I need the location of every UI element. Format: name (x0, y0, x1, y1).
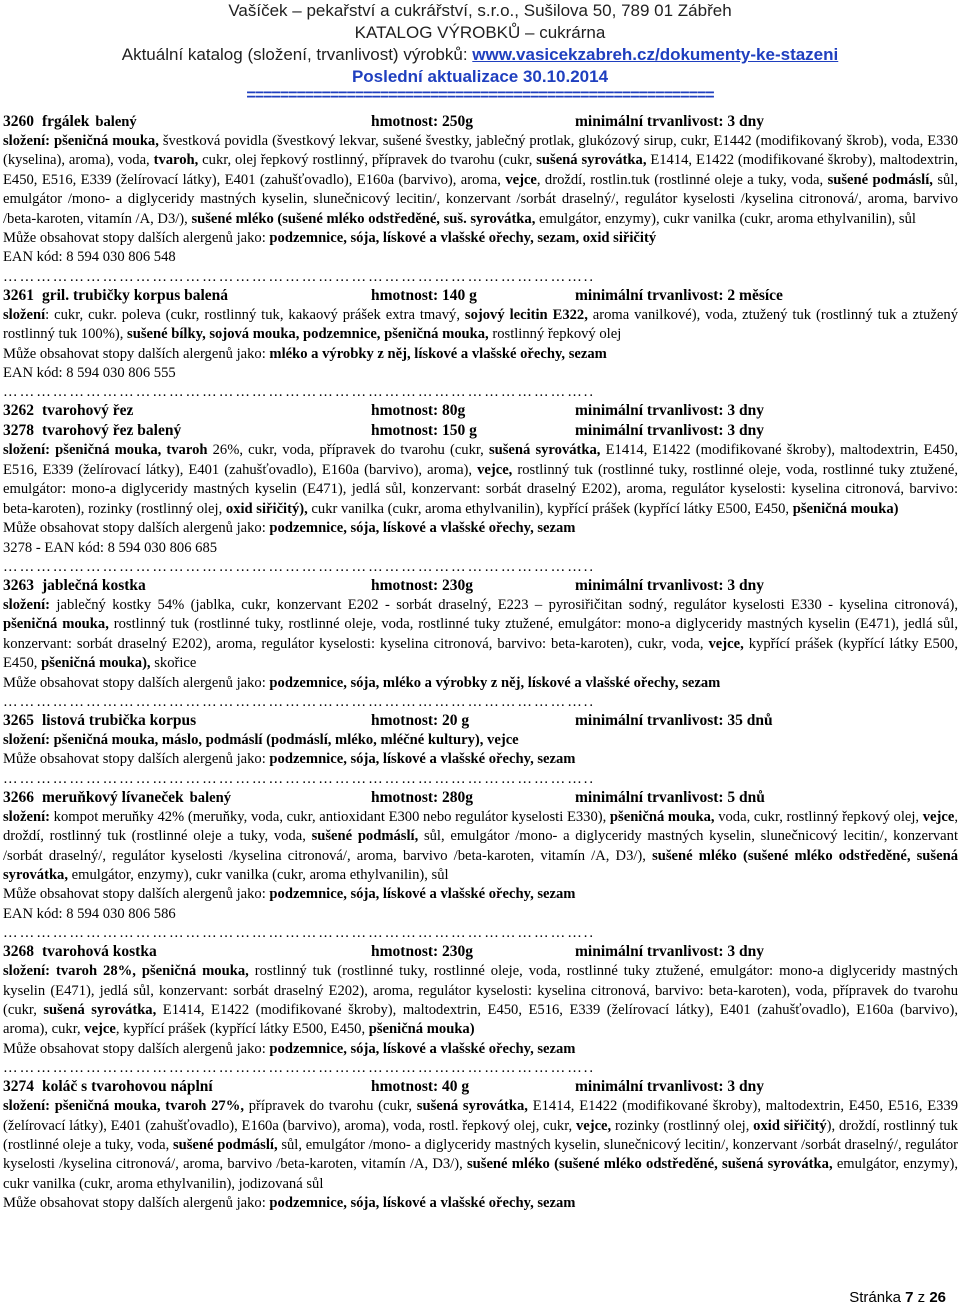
allergen-prefix: Může obsahovat stopy dalších alergenů jako: (3, 751, 270, 768)
allergen-list: podzemnice, sója, lískové a vlašské ořechy, sezam (269, 1040, 576, 1057)
product-label: meruňkový lívaneček (42, 788, 184, 806)
product-composition: složení: pšeničná mouka, tvaroh 26%, cukr, voda, přípravek do tvarohu (cukr, sušená syrovátka, E1414, E1422 (modifikované škroby), maltodextrin, E450, E516, E339 (želírovací látky), E401 (zahušťovadlo), E160a (barvivo), aroma), vejce, rostlinný tuk (rostlinné tuky, rostlinné oleje, voda, rostlinné tuky ztužené, emulgátor: mono-a diglyceridy mastných kyselin (E471), jedlá sůl, konzervant: sorbát draselný E202), aroma, regulátor kyselosti: kyselina citronová, barvivo: beta-karoten), rozinky (rostlinný olej, oxid siřičitý), cukr vanilka (cukr, aroma ethylvanilin), kypřící prášek (kypřící látky E500, E450, pšeničná mouka) (3, 442, 958, 517)
product-weight: hmotnost: 230g (371, 943, 474, 961)
allergen-list: podzemnice, sója, lískové a vlašské ořechy, sezam, oxid siřičitý (269, 230, 657, 247)
product-name (3, 576, 146, 595)
catalog-title: KATALOG VÝROBKŮ – cukrárna (354, 23, 606, 42)
product-name (3, 711, 196, 730)
allergen-prefix: Může obsahovat stopy dalších alergenů jako: (3, 674, 270, 691)
product-weight: hmotnost: 80g (371, 402, 466, 420)
entry-separator: …………………………………………………………………………………………….. (3, 558, 596, 575)
page-number (849, 1289, 946, 1306)
allergen-note (3, 1040, 958, 1059)
entry-separator: …………………………………………………………………………………………….. (3, 770, 596, 787)
allergen-prefix: Může obsahovat stopy dalších alergenů jako: (3, 1195, 270, 1212)
product-weight: hmotnost: 20 g (371, 711, 470, 729)
product-title-row (3, 286, 958, 306)
product-name (3, 112, 137, 132)
product-entry (3, 286, 958, 384)
product-number: 3278 (3, 422, 34, 440)
product-composition: složení: pšeničná mouka, tvaroh 27%, přípravek do tvarohu (cukr, sušená syrovátka, E1414, E1422 (modifikované škroby), maltodextrin, E450, E516, E339 (želírovací látky), E401 (zahušťovadlo), E160a (barvivo), aroma), voda, rostl. řepkový olej, cukr, vejce, rozinky (rostlinný olej, oxid siřičitý), droždí, rostlinný tuk (rostlinné oleje a tuky, voda, sušené podmáslí, sůl, emulgátor /mono- a diglyceridy mastných kyselin, slunečnicový lecitin/, konzervant /sorbát draselný/, regulátor kyselosti /kyselina citronová/, aroma, barvivo /beta-karoten, vitamín /A, D3/), sušené mléko (sušené mléko odstředěné, sušená syrovátka, emulgátor, enzymy), cukr vanilka (cukr, aroma ethylvanilin), jodizovaná sůl (3, 1098, 959, 1192)
product-name (3, 421, 181, 440)
ean-code: 3278 - EAN kód: 8 594 030 806 685 (3, 539, 218, 556)
catalog-link-label: Aktuální katalog (složení, trvanlivost) výrobků: (121, 45, 473, 64)
page-total: 26 (929, 1289, 946, 1306)
product-entry (3, 942, 958, 1059)
product-composition: složení: tvaroh 28%, pšeničná mouka, rostlinný tuk (rostlinné tuky, rostlinné oleje, voda, rostlinné tuky ztužené, emulgátor: mono-a diglyceridy mastných kyselin (E471), jedlá sůl, konzervant: sorbát draselný E202), aroma, regulátor kyselosti: kyselina citronová, barvivo: beta-karoten), voda, přípravek do tvarohu (cukr, sušená syrovátka, E1414, E1422 (modifikované škroby), maltodextrin, E450, E516, E339 (želírovací látky), E401 (zahušťovadlo), E160a (barvivo), aroma), cukr, vejce, kypřící prášek (kypřící látky E500, E450, pšeničná mouka) (3, 963, 958, 1038)
allergen-list: podzemnice, sója, mléko a výrobky z něj, lískové a vlašské ořechy, sezam (269, 674, 721, 691)
product-shelf-life: minimální trvanlivost: 3 dny (575, 1078, 765, 1096)
product-shelf-life: minimální trvanlivost: 5 dnů (575, 788, 765, 806)
product-weight: hmotnost: 280g (371, 788, 474, 806)
page-number-prefix: Stránka (849, 1289, 906, 1306)
allergen-note (3, 674, 958, 693)
allergen-list: podzemnice, sója, lískové a vlašské ořechy, sezam (269, 886, 576, 903)
product-composition: složení: pšeničná mouka, švestková povidla (švestkový lekvar, sušené švestky, jablečný protlak, glukózový sirup, cukr, E1442 (modifikovaný škrob), voda, E330 (kyselina), aroma), voda, tvaroh, cukr, olej řepkový rostlinný, přípravek do tvarohu (cukr, sušená syrovátka, E1414, E1422 (modifikované škroby), maltodextrin, E450, E516, E339 (želírovací látky), E401 (zahušťovadlo), E160a (barvivo), aroma, vejce, droždí, rostlin.tuk (rostlinné oleje a tuky, voda, sušené podmáslí, sůl, emulgátor /mono- a diglyceridy mastných kyselin, slunečnicový lecitin/, konzervant /sorbát draselný/, regulátor kyselosti /kyselina citronová/, aroma, barvivo /beta-karoten, vitamín /A, D3/), sušené mléko (sušené mléko odstředěné, suš. syrovátka, emulgátor, enzymy), cukr vanilka (cukr, aroma ethylvanilin), sůl (3, 133, 959, 227)
product-shelf-life: minimální trvanlivost: 3 dny (575, 113, 765, 130)
product-shelf-life: minimální trvanlivost: 35 dnů (575, 711, 773, 729)
catalog-link[interactable]: www.vasicekzabreh.cz/dokumenty-ke-stazeni (472, 45, 839, 64)
allergen-note (3, 750, 958, 769)
product-number: 3260 (3, 113, 34, 130)
ean-code: EAN kód: 8 594 030 806 586 (3, 905, 176, 922)
product-shelf-life: minimální trvanlivost: 3 dny (575, 402, 765, 420)
allergen-note (3, 885, 958, 904)
allergen-prefix: Může obsahovat stopy dalších alergenů jako: (3, 886, 270, 903)
product-list (3, 112, 958, 1214)
entry-separator: …………………………………………………………………………………………….. (3, 925, 596, 942)
product-entry (3, 711, 958, 770)
allergen-prefix: Může obsahovat stopy dalších alergenů jako: (3, 345, 270, 362)
company-line: Vašíček – pekařství a cukrářství, s.r.o., Sušilova 50, 789 01 Zábřeh (228, 1, 732, 20)
allergen-note (3, 1194, 958, 1213)
product-name (3, 286, 228, 305)
product-weight: hmotnost: 150 g (371, 422, 477, 440)
product-label: listová trubička korpus (42, 711, 197, 729)
product-name (3, 1077, 213, 1096)
header-rule: ======================================================== (246, 88, 714, 104)
product-entry (3, 112, 958, 268)
product-title-row (3, 711, 958, 731)
document-header (0, 0, 960, 104)
product-title-row (3, 942, 958, 962)
product-entry (3, 1077, 958, 1213)
product-composition: složení: pšeničná mouka, máslo, podmáslí (podmáslí, mléko, mléčné kultury), vejce (3, 731, 519, 748)
product-weight: hmotnost: 250g (371, 113, 474, 130)
product-number: 3265 (3, 711, 34, 729)
product-weight: hmotnost: 140 g (371, 286, 477, 304)
product-title-row (3, 401, 958, 421)
product-number: 3274 (3, 1078, 34, 1096)
product-packaging: balený (189, 789, 232, 806)
product-label: gril. trubičky korpus balená (42, 286, 229, 304)
allergen-list: podzemnice, sója, lískové a vlašské ořechy, sezam (269, 1195, 576, 1212)
page-number-middle: z (913, 1289, 930, 1306)
product-shelf-life: minimální trvanlivost: 3 dny (575, 576, 765, 594)
product-number: 3266 (3, 788, 34, 806)
allergen-list: mléko a výrobky z něj, lískové a vlašské ořechy, sezam (269, 345, 607, 362)
product-number: 3261 (3, 286, 34, 304)
product-composition: složení: jablečný kostky 54% (jablka, cukr, konzervant E202 - sorbát draselný, E223 – pyrosiřičitan sodný, regulátor kyselosti E330 - kyselina citronová), pšeničná mouka, rostlinný tuk (rostlinné tuky, rostlinné oleje, voda, rostlinné tuky ztužené, emulgátor: mono-a diglyceridy mastných kyselin (E471), jedlá sůl, konzervant: sorbát draselný E202), aroma, regulátor kyselosti: kyselina citronová, barvivo: beta-karoten), cukr, voda, vejce, kypřící prášek (kypřící látky E500, E450, pšeničná mouka), skořice (3, 596, 959, 672)
product-title-row (3, 576, 958, 596)
product-shelf-life: minimální trvanlivost: 3 dny (575, 422, 765, 440)
last-update: Poslední aktualizace 30.10.2014 (351, 67, 609, 86)
allergen-note (3, 345, 958, 364)
product-weight: hmotnost: 230g (371, 576, 474, 594)
allergen-note (3, 229, 958, 248)
product-name (3, 942, 157, 961)
entry-separator: …………………………………………………………………………………………….. (3, 268, 596, 285)
product-name (3, 401, 133, 420)
product-weight: hmotnost: 40 g (371, 1078, 470, 1096)
product-label: frgálek (42, 113, 90, 130)
product-title-row (3, 788, 958, 808)
product-label: koláč s tvarohovou náplní (42, 1078, 213, 1096)
product-number: 3263 (3, 576, 34, 594)
product-number: 3262 (3, 402, 34, 420)
entry-separator: …………………………………………………………………………………………….. (3, 384, 596, 401)
allergen-note (3, 519, 958, 538)
product-label: tvarohový řez balený (42, 422, 182, 440)
product-name (3, 788, 231, 808)
product-label: tvarohová kostka (42, 943, 157, 961)
product-title-row (3, 112, 958, 132)
product-entry (3, 788, 958, 924)
allergen-list: podzemnice, sója, lískové a vlašské ořechy, sezam (269, 751, 576, 768)
product-composition: složení: kompot meruňky 42% (meruňky, voda, cukr, antioxidant E300 nebo regulátor kyselosti E330), pšeničná mouka, voda, cukr, rostlinný řepkový olej, vejce, droždí, rostlinný tuk (rostlinné oleje a tuky, voda, sušené podmáslí, sůl, emulgátor /mono- a diglyceridy mastných kyselin, slunečnicový lecitin/, konzervant /sorbát draselný/, regulátor kyselosti /kyselina citronová/, aroma, barvivo /beta-karoten, vitamín /A, D3/), sušené mléko (sušené mléko odstředěné, sušená syrovátka, emulgátor, enzymy), cukr vanilka (cukr, aroma ethylvanilin), sůl (3, 808, 959, 883)
entry-separator: …………………………………………………………………………………………….. (3, 693, 596, 710)
allergen-prefix: Může obsahovat stopy dalších alergenů jako: (3, 1040, 270, 1057)
ean-code: EAN kód: 8 594 030 806 548 (3, 249, 176, 266)
allergen-prefix: Může obsahovat stopy dalších alergenů jako: (3, 230, 270, 247)
product-composition: složení: cukr, cukr. poleva (cukr, rostlinný tuk, kakaový prášek extra tmavý, sojový lecitin E322, aroma vanilkové), voda, ztužený tuk (rostlinný tuk a ztužený rostlinný tuk 100%), sušené bílky, sojová mouka, podzemnice, pšeničná mouka, rostlinný řepkový olej (3, 306, 959, 343)
product-label: tvarohový řez (42, 402, 134, 420)
ean-code: EAN kód: 8 594 030 806 555 (3, 365, 176, 382)
entry-separator: …………………………………………………………………………………………….. (3, 1060, 596, 1077)
page-current: 7 (905, 1289, 914, 1306)
allergen-prefix: Může obsahovat stopy dalších alergenů jako: (3, 520, 270, 537)
allergen-list: podzemnice, sója, lískové a vlašské ořechy, sezam (269, 520, 576, 537)
product-packaging: balený (95, 114, 137, 130)
product-title-row (3, 421, 958, 441)
product-shelf-life: minimální trvanlivost: 2 měsíce (575, 286, 783, 304)
product-number: 3268 (3, 943, 34, 961)
product-shelf-life: minimální trvanlivost: 3 dny (575, 943, 765, 961)
product-entry (3, 576, 958, 693)
product-title-row (3, 1077, 958, 1097)
product-label: jablečná kostka (42, 576, 146, 594)
catalog-link-line (0, 44, 960, 66)
product-entry (3, 401, 958, 557)
